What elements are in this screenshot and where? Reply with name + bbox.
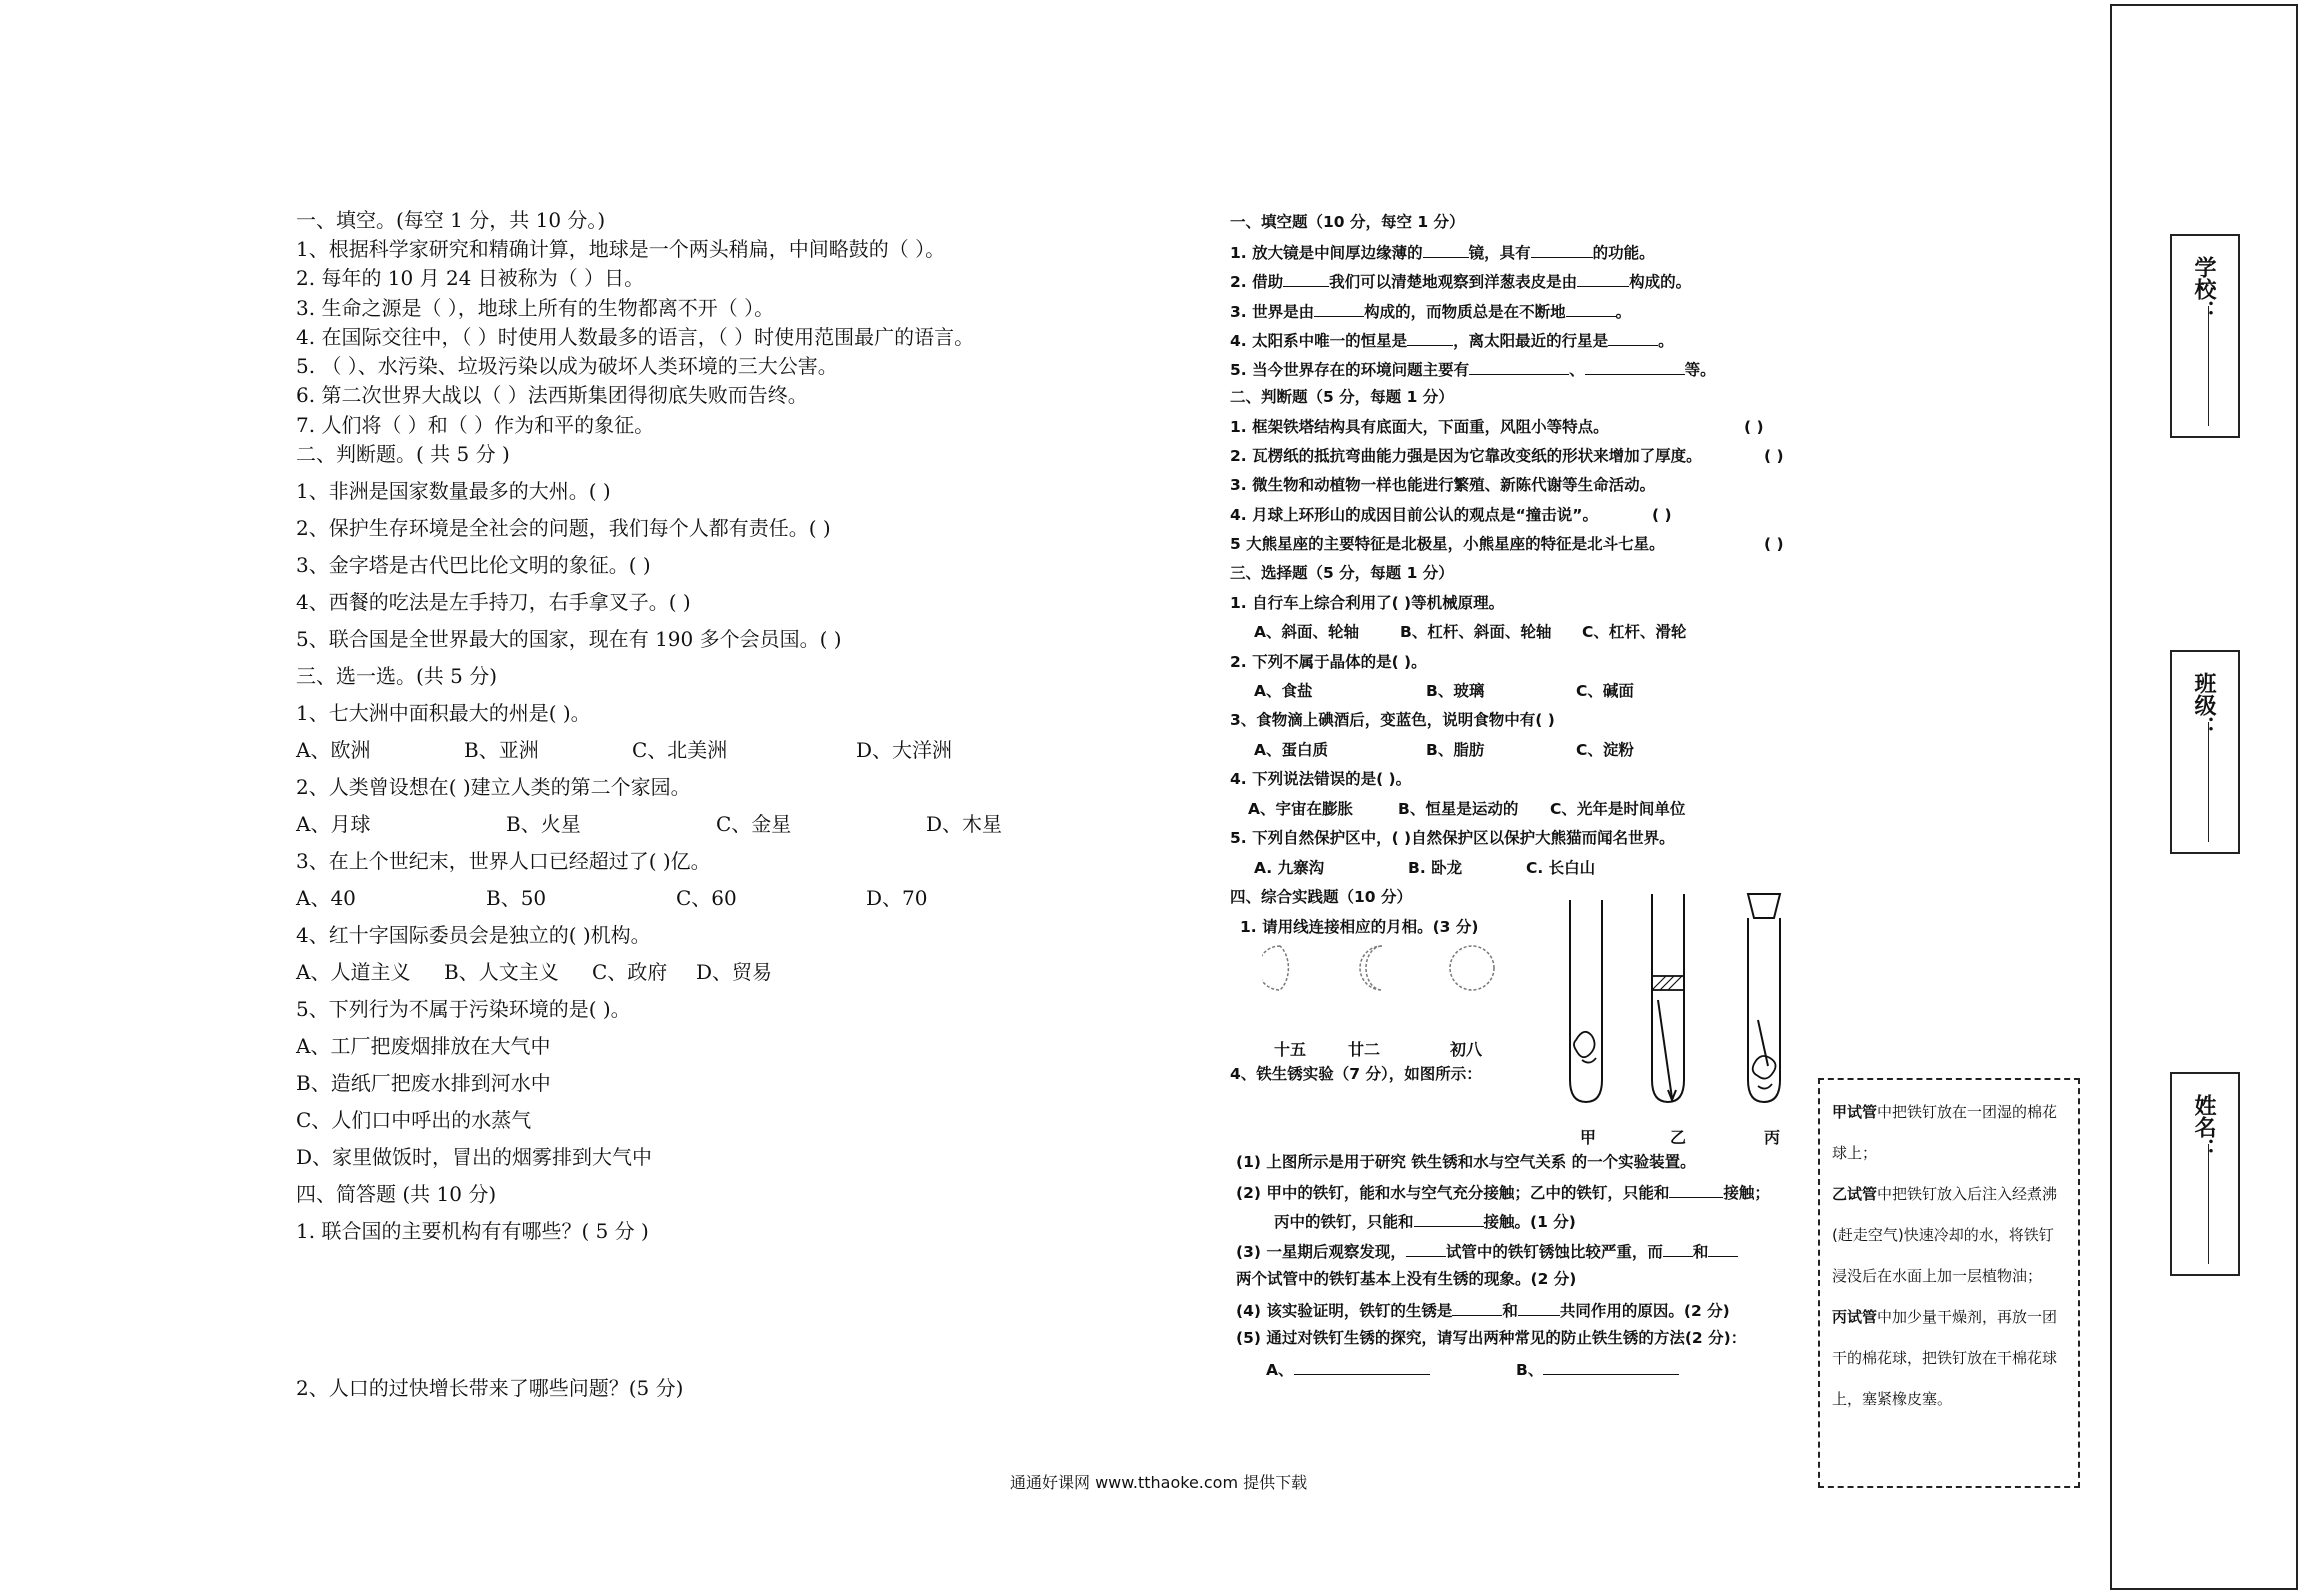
school-write-line — [2208, 306, 2209, 426]
sub-question: (5) 通过对铁钉生锈的探究，请写出两种常见的防止铁生锈的方法(2 分)： — [1236, 1329, 1747, 1347]
question: 4、红十字国际委员会是独立的( )机构。 — [296, 923, 651, 947]
option: C、政府 — [592, 960, 668, 984]
moon-crescent-right — [1360, 946, 1382, 990]
tube-bing — [1748, 894, 1780, 1102]
section-1-title: 一、填空。(每空 1 分，共 10 分。) — [296, 208, 606, 232]
tube-label: 丙 — [1764, 1128, 1781, 1147]
school-label: 学校： — [2191, 256, 2216, 322]
class-field[interactable] — [2170, 650, 2240, 854]
name-label: 姓名： — [2191, 1094, 2216, 1160]
sub-question: 两个试管中的铁钉基本上没有生锈的现象。(2 分) — [1236, 1270, 1577, 1288]
option: A. 九寨沟 — [1254, 859, 1325, 877]
moon-crescent-left — [1262, 946, 1288, 990]
question: 4. 太阳系中唯一的恒星是 ，离太阳最近的行星是 。 — [1230, 329, 1674, 351]
question: 2. 借助 我们可以清楚地观察到洋葱表皮是由 构成的。 — [1230, 270, 1691, 292]
section-2-title: 二、判断题。( 共 5 分 ) — [296, 442, 510, 466]
option: A、40 — [296, 886, 356, 910]
option: A、月球 — [296, 812, 371, 836]
option: C、碱面 — [1576, 682, 1634, 700]
option: D、家里做饭时，冒出的烟雾排到大气中 — [296, 1145, 653, 1169]
section-3-title: 三、选一选。(共 5 分) — [296, 664, 498, 688]
option: D、70 — [866, 886, 928, 910]
question: 3、在上个世纪末，世界人口已经超过了( )亿。 — [296, 849, 711, 873]
class-write-line — [2208, 722, 2209, 842]
question: 5. 下列自然保护区中，( )自然保护区以保护大熊猫而闻名世界。 — [1230, 829, 1675, 847]
tube-label: 乙 — [1670, 1128, 1687, 1147]
option: A、人道主义 — [296, 960, 411, 984]
question: 2、人口的过快增长带来了哪些问题？(5 分) — [296, 1376, 684, 1400]
section-title: 一、填空题（10 分，每空 1 分） — [1230, 213, 1465, 231]
question: 3、食物滴上碘酒后，变蓝色，说明食物中有( ) — [1230, 711, 1555, 729]
option: D、木星 — [926, 812, 1003, 836]
option: B、玻璃 — [1426, 682, 1485, 700]
answer-paren: ( ) — [1764, 447, 1784, 465]
question: 5、联合国是全世界最大的国家，现在有 190 多个会员国。( ) — [296, 627, 842, 651]
question: 5. （ ）、水污染、垃圾污染以成为破坏人类环境的三大公害。 — [296, 354, 838, 378]
school-field[interactable] — [2170, 234, 2240, 438]
answer-paren: ( ) — [1652, 506, 1672, 524]
question: 3. 世界是由 构成的，而物质总是在不断地 。 — [1230, 300, 1631, 322]
option: B、人文主义 — [444, 960, 559, 984]
sub-question: (4) 该实验证明，铁钉的生锈是 和 共同作用的原因。(2 分) — [1236, 1299, 1730, 1321]
option: C、60 — [676, 886, 737, 910]
footer-source: 通通好课网 www.tthaoke.com 提供下载 — [1010, 1473, 1308, 1492]
option: C、淀粉 — [1576, 741, 1634, 759]
tube-label: 甲 — [1580, 1128, 1597, 1147]
option: D、大洋洲 — [856, 738, 953, 762]
test-tubes-figure — [1540, 880, 1810, 1120]
question: 5. 当今世界存在的环境问题主要有 、 等。 — [1230, 358, 1716, 380]
sub-question: (2) 甲中的铁钉，能和水与空气充分接触；乙中的铁钉，只能和 接触； — [1236, 1181, 1770, 1203]
section-title: 二、判断题（5 分，每题 1 分） — [1230, 388, 1454, 406]
question: 5 大熊星座的主要特征是北极星，小熊星座的特征是北斗七星。 — [1230, 535, 1665, 553]
option: D、贸易 — [696, 960, 773, 984]
answer-line: A、 — [1266, 1358, 1430, 1380]
option: B、杠杆、斜面、轮轴 — [1400, 623, 1552, 641]
question: 3、金字塔是古代巴比伦文明的象征。( ) — [296, 553, 651, 577]
option: A、斜面、轮轴 — [1254, 623, 1359, 641]
note-yi: 乙试管中把铁钉放入后注入经煮沸(赶走空气)快速冷却的水，将铁钉浸没后在水面上加一层植物油； — [1832, 1185, 2058, 1285]
section-title: 三、选择题（5 分，每题 1 分） — [1230, 564, 1454, 582]
option: C、光年是时间单位 — [1550, 800, 1686, 818]
question: 6. 第二次世界大战以（ ）法西斯集团得彻底失败而告终。 — [296, 383, 808, 407]
moon-full — [1450, 946, 1494, 990]
option: B、脂肪 — [1426, 741, 1485, 759]
answer-paren: ( ) — [1744, 418, 1764, 436]
question: 3. 生命之源是（ ），地球上所有的生物都离不开（ ）。 — [296, 296, 775, 320]
question: 1、根据科学家研究和精确计算，地球是一个两头稍扁，中间略鼓的（ ）。 — [296, 237, 946, 261]
note-jia: 甲试管中把铁钉放在一团湿的棉花球上； — [1832, 1103, 2058, 1162]
sub-question: (1) 上图所示是用于研究 铁生锈和水与空气关系 的一个实验装置。 — [1236, 1153, 1696, 1171]
section-4-title: 四、简答题 (共 10 分) — [296, 1182, 497, 1206]
question: 2、保护生存环境是全社会的问题，我们每个人都有责任。( ) — [296, 516, 831, 540]
question: 1. 自行车上综合利用了( )等机械原理。 — [1230, 594, 1505, 612]
option: A、宇宙在膨胀 — [1248, 800, 1353, 818]
option: C、金星 — [716, 812, 792, 836]
question: 2. 瓦楞纸的抵抗弯曲能力强是因为它靠改变纸的形状来增加了厚度。 — [1230, 447, 1702, 465]
tube-yi — [1652, 894, 1684, 1102]
option: A、食盐 — [1254, 682, 1313, 700]
option: B、恒星是运动的 — [1398, 800, 1519, 818]
question: 4. 下列说法错误的是( )。 — [1230, 770, 1412, 788]
sub-question: (3) 一星期后观察发现， 试管中的铁钉锈蚀比较严重，而 和 — [1236, 1240, 1738, 1262]
question: 5、下列行为不属于污染环境的是( )。 — [296, 997, 631, 1021]
question: 2、人类曾设想在( )建立人类的第二个家园。 — [296, 775, 691, 799]
option: B、火星 — [506, 812, 581, 836]
section-title: 四、综合实践题（10 分） — [1230, 888, 1412, 906]
question: 2. 每年的 10 月 24 日被称为（ ）日。 — [296, 266, 645, 290]
question: 4. 在国际交往中，（ ）时使用人数最多的语言，（ ）时使用范围最广的语言。 — [296, 325, 975, 349]
option: C、杠杆、滑轮 — [1582, 623, 1687, 641]
option: B、50 — [486, 886, 547, 910]
question: 1. 放大镜是中间厚边缘薄的 镜，具有 的功能。 — [1230, 241, 1655, 263]
option: B. 卧龙 — [1408, 859, 1463, 877]
answer-line: B、 — [1516, 1358, 1679, 1380]
question: 1、七大洲中面积最大的州是( )。 — [296, 701, 591, 725]
option: A、蛋白质 — [1254, 741, 1328, 759]
option: B、亚洲 — [464, 738, 539, 762]
moon-label: 廿二 — [1348, 1040, 1381, 1059]
moon-label: 初八 — [1450, 1040, 1483, 1059]
question: 1. 联合国的主要机构有有哪些？( 5 分 ) — [296, 1219, 649, 1243]
name-field[interactable] — [2170, 1072, 2240, 1276]
question: 1. 框架铁塔结构具有底面大，下面重，风阻小等特点。 — [1230, 418, 1609, 436]
option: A、欧洲 — [296, 738, 371, 762]
sub-question: 丙中的铁钉，只能和 接触。(1 分) — [1274, 1210, 1576, 1232]
name-write-line — [2208, 1144, 2209, 1264]
tube-jia — [1570, 900, 1602, 1102]
class-label: 班级： — [2191, 672, 2216, 738]
note-bing: 丙试管中加少量干燥剂，再放一团干的棉花球，把铁钉放在干棉花球上，塞紧橡皮塞。 — [1832, 1308, 2058, 1408]
option: A、工厂把废烟排放在大气中 — [296, 1034, 551, 1058]
moon-phase-figures — [1262, 938, 1522, 998]
question: 4、西餐的吃法是左手持刀，右手拿叉子。( ) — [296, 590, 691, 614]
question: 1. 请用线连接相应的月相。(3 分) — [1240, 918, 1479, 936]
question: 1、非洲是国家数量最多的大州。( ) — [296, 479, 611, 503]
question: 4、铁生锈实验（7 分），如图所示： — [1230, 1065, 1482, 1083]
option: C. 长白山 — [1526, 859, 1596, 877]
option: B、造纸厂把废水排到河水中 — [296, 1071, 551, 1095]
question: 2. 下列不属于晶体的是( )。 — [1230, 653, 1427, 671]
question: 3. 微生物和动植物一样也能进行繁殖、新陈代谢等生命活动。 — [1230, 476, 1656, 494]
question: 7. 人们将（ ）和（ ）作为和平的象征。 — [296, 413, 655, 437]
question: 4. 月球上环形山的成因目前公认的观点是“撞击说”。 — [1230, 506, 1598, 524]
experiment-notes-box — [1818, 1078, 2080, 1488]
answer-paren: ( ) — [1764, 535, 1784, 553]
option: C、人们口中呼出的水蒸气 — [296, 1108, 532, 1132]
option: C、北美洲 — [632, 738, 728, 762]
moon-label: 十五 — [1274, 1040, 1307, 1059]
